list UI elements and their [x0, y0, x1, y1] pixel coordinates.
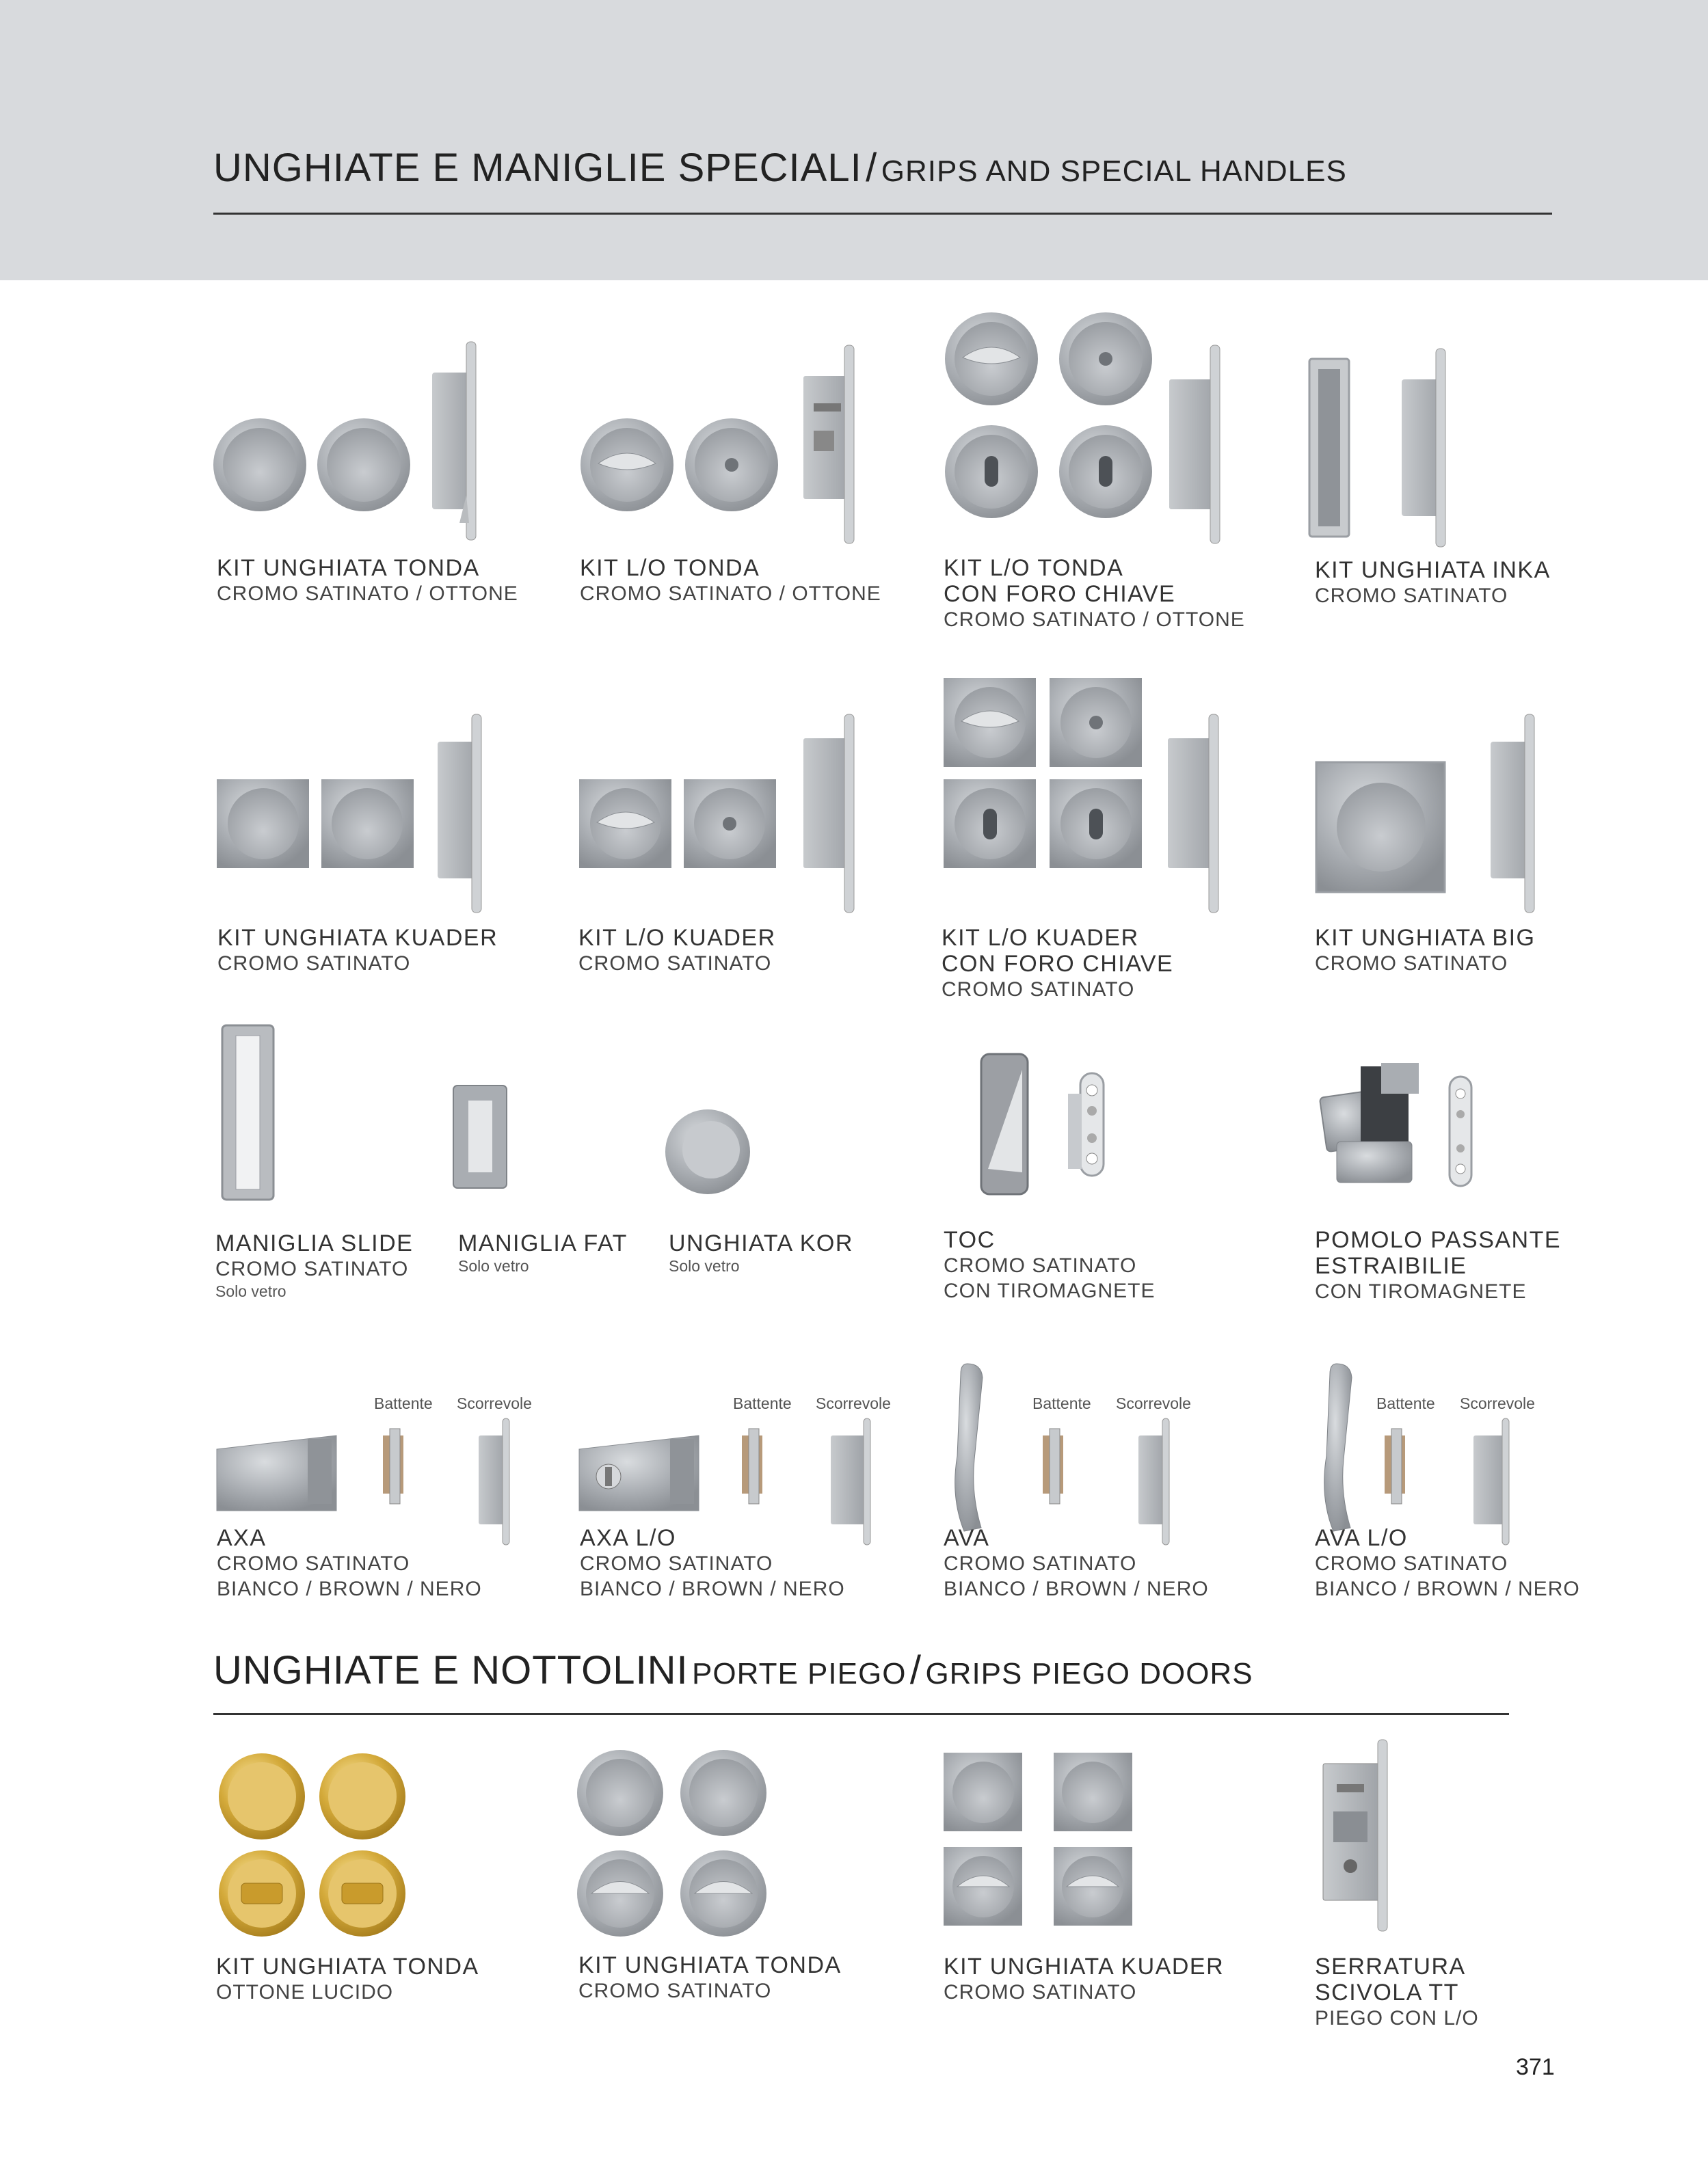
section2-title-it-small: PORTE PIEGO: [692, 1657, 907, 1690]
kit-unghiata-inka-image: [1306, 345, 1538, 550]
axa-image: [215, 1408, 544, 1545]
product-kit-unghiata-tonda-cromo: [578, 1952, 842, 2004]
product-finish: CROMO SATINATO / OTTONE: [217, 582, 518, 605]
title-rule: [213, 213, 1552, 215]
product-name: KIT UNGHIATA BIG: [1315, 925, 1536, 951]
product-name: UNGHIATA KOR: [669, 1230, 853, 1256]
product-unghiata-kor: [669, 1230, 853, 1276]
product-maniglia-slide: [215, 1230, 413, 1301]
product-finish: CROMO SATINATO: [580, 1552, 773, 1575]
product-finish: CROMO SATINATO: [944, 1254, 1137, 1277]
product-colors: BIANCO / BROWN / NERO: [217, 1578, 482, 1600]
product-finish: CROMO SATINATO: [578, 952, 772, 975]
product-kit-lo-tonda-foro-chiave: [944, 555, 1245, 632]
header-band: [0, 0, 1708, 280]
product-finish: CROMO SATINATO: [944, 1981, 1137, 2004]
product-kit-unghiata-kuader-cromo: [944, 1954, 1224, 2005]
product-finish: CROMO SATINATO: [217, 952, 411, 975]
kit-lo-kuader-image: [578, 711, 872, 916]
kit-unghiata-kuader-cromo-image: [942, 1751, 1140, 1936]
section2-separator: /: [909, 1648, 922, 1693]
product-name: TOC: [944, 1227, 996, 1253]
product-finish: OTTONE LUCIDO: [216, 1981, 394, 2004]
label-battente-ava: Battente: [1032, 1394, 1091, 1412]
product-colors: BIANCO / BROWN / NERO: [944, 1578, 1209, 1600]
product-finish: CROMO SATINATO / OTTONE: [580, 582, 881, 605]
ava-image: [947, 1360, 1234, 1545]
toc-image: [964, 1053, 1169, 1196]
section2-title-en: GRIPS PIEGO DOORS: [925, 1657, 1253, 1690]
product-name: KIT UNGHIATA KUADER: [217, 925, 498, 951]
product-name-line2: ESTRAIBILIE: [1315, 1253, 1467, 1279]
page-number: 371: [1516, 2054, 1555, 2080]
kit-unghiata-kuader-image: [215, 711, 503, 916]
product-toc: [944, 1227, 1155, 1304]
product-axa: [217, 1525, 482, 1602]
product-name: KIT L/O TONDA: [580, 555, 760, 581]
kit-lo-tonda-foro-chiave-image: [944, 311, 1231, 550]
product-ava-lo: [1315, 1525, 1580, 1602]
kit-lo-tonda-image: [578, 342, 872, 547]
product-finish: CON TIROMAGNETE: [1315, 1280, 1527, 1303]
title-it: UNGHIATE E MANIGLIE SPECIALI: [213, 146, 862, 190]
kit-unghiata-tonda-ottone-image: [217, 1750, 416, 1948]
serratura-scivola-tt-image: [1320, 1736, 1415, 1934]
page-title: [213, 145, 1347, 191]
product-finish: CROMO SATINATO / OTTONE: [944, 608, 1245, 631]
unghiata-kor-image: [663, 1107, 752, 1196]
product-name: KIT L/O KUADER: [942, 925, 1139, 951]
product-finish: CROMO SATINATO: [942, 978, 1135, 1001]
product-finish-line2: CON TIROMAGNETE: [944, 1280, 1156, 1302]
product-name: KIT UNGHIATA TONDA: [216, 1954, 479, 1980]
product-finish: CROMO SATINATO: [944, 1552, 1137, 1575]
product-name: POMOLO PASSANTE: [1315, 1227, 1562, 1253]
product-name-line2: CON FORO CHIAVE: [944, 581, 1176, 607]
product-colors: BIANCO / BROWN / NERO: [580, 1578, 845, 1600]
ava-lo-image: [1316, 1360, 1562, 1545]
product-name: KIT UNGHIATA INKA: [1315, 557, 1551, 583]
product-pomolo-passante: [1315, 1227, 1561, 1304]
label-scorrevole-axa-lo: Scorrevole: [816, 1394, 891, 1412]
product-axa-lo: [580, 1525, 845, 1602]
product-finish: CROMO SATINATO: [215, 1258, 409, 1280]
pomolo-passante-image: [1316, 1046, 1535, 1196]
product-ava: [944, 1525, 1209, 1602]
product-name: AXA: [217, 1525, 267, 1551]
product-kit-lo-kuader-foro-chiave: [942, 925, 1173, 1002]
section2-title: [213, 1647, 1253, 1693]
title-separator: /: [866, 146, 878, 190]
product-kit-unghiata-inka: [1315, 557, 1551, 608]
maniglia-slide-image: [219, 1022, 280, 1206]
product-note: Solo vetro: [215, 1282, 286, 1300]
product-name: MANIGLIA SLIDE: [215, 1230, 414, 1256]
product-name: AVA L/O: [1315, 1525, 1408, 1551]
product-finish: CROMO SATINATO: [1315, 1552, 1508, 1575]
label-scorrevole-ava-lo: Scorrevole: [1460, 1394, 1535, 1412]
section2-rule: [213, 1713, 1509, 1715]
product-kit-lo-tonda: [580, 555, 881, 606]
product-finish: PIEGO CON L/O: [1315, 2007, 1479, 2030]
product-name: AXA L/O: [580, 1525, 676, 1551]
product-note: Solo vetro: [669, 1257, 740, 1275]
product-note: Solo vetro: [458, 1257, 529, 1275]
title-en: GRIPS AND SPECIAL HANDLES: [881, 154, 1347, 188]
label-scorrevole-ava: Scorrevole: [1116, 1394, 1191, 1412]
kit-unghiata-tonda-cromo-image: [574, 1747, 773, 1945]
label-battente-axa: Battente: [374, 1394, 433, 1412]
product-name: MANIGLIA FAT: [458, 1230, 628, 1256]
product-maniglia-fat: [458, 1230, 628, 1276]
product-finish: CROMO SATINATO: [217, 1552, 410, 1575]
product-finish: CROMO SATINATO: [578, 1980, 772, 2002]
product-name: KIT UNGHIATA TONDA: [217, 555, 480, 581]
product-name: KIT UNGHIATA KUADER: [944, 1954, 1225, 1980]
product-kit-unghiata-kuader: [217, 925, 498, 976]
product-colors: BIANCO / BROWN / NERO: [1315, 1578, 1580, 1600]
product-name: KIT UNGHIATA TONDA: [578, 1952, 842, 1978]
kit-unghiata-tonda-image: [212, 338, 499, 543]
maniglia-fat-image: [451, 1083, 509, 1193]
product-kit-unghiata-big: [1315, 925, 1536, 976]
kit-unghiata-big-image: [1313, 711, 1552, 916]
label-battente-axa-lo: Battente: [733, 1394, 792, 1412]
kit-lo-kuader-foro-chiave-image: [942, 677, 1229, 916]
label-battente-ava-lo: Battente: [1376, 1394, 1435, 1412]
product-name: KIT L/O KUADER: [578, 925, 776, 951]
axa-lo-image: [578, 1408, 906, 1545]
label-scorrevole-axa: Scorrevole: [457, 1394, 532, 1412]
product-serratura-scivola-tt: [1315, 1954, 1479, 2031]
product-finish: CROMO SATINATO: [1315, 584, 1508, 607]
product-finish: CROMO SATINATO: [1315, 952, 1508, 975]
product-name: KIT L/O TONDA: [944, 555, 1124, 581]
product-name: AVA: [944, 1525, 990, 1551]
product-kit-unghiata-tonda: [217, 555, 518, 606]
product-kit-lo-kuader: [578, 925, 776, 976]
product-name-line2: SCIVOLA TT: [1315, 1980, 1459, 2006]
product-name-line2: CON FORO CHIAVE: [942, 951, 1174, 977]
product-name: SERRATURA: [1315, 1954, 1466, 1980]
section2-title-it: UNGHIATE E NOTTOLINI: [213, 1648, 689, 1693]
product-kit-unghiata-tonda-ottone: [216, 1954, 479, 2005]
